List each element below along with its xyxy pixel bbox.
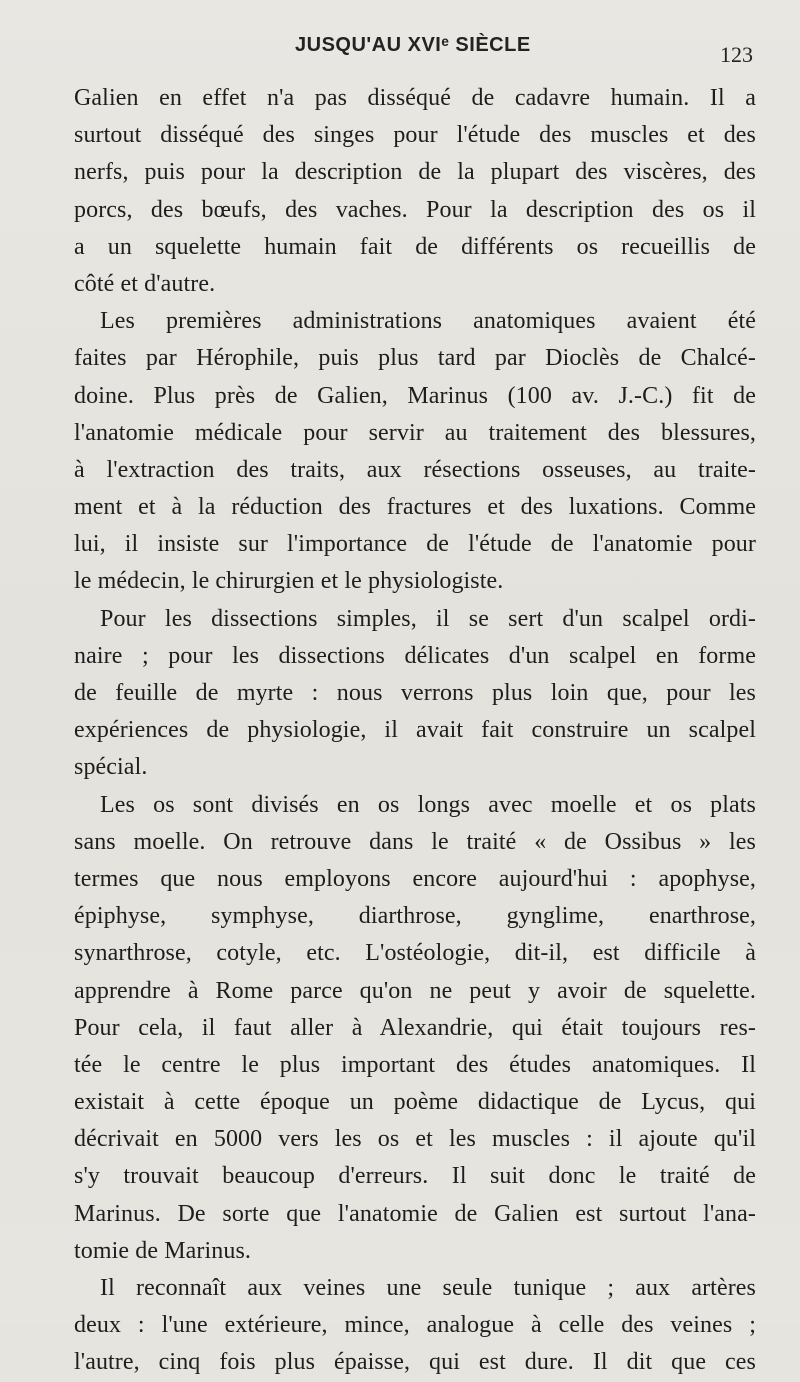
- body-text: [74, 80, 756, 1382]
- text-line: Marinus. De sorte que l'anatomie de Galien est surtout l'ana-: [74, 1200, 756, 1227]
- text-line: faites par Hérophile, puis plus tard par Dioclès de Chalcé-: [74, 345, 756, 372]
- text-line: sans moelle. On retrouve dans le traité « de Ossibus » les: [74, 828, 756, 855]
- text-line: spécial.: [74, 754, 148, 781]
- page-number: 123: [720, 42, 753, 67]
- text-line: Il reconnaît aux veines une seule tunique ; aux artères: [100, 1275, 756, 1301]
- text-line: l'anatomie médicale pour servir au traitement des blessures,: [74, 419, 756, 446]
- text-line: apprendre à Rome parce qu'on ne peut y avoir de squelette.: [74, 977, 756, 1004]
- text-line: l'autre, cinq fois plus épaisse, qui est dure. Il dit que ces: [74, 1349, 756, 1376]
- text-line: naire ; pour les dissections délicates d'un scalpel en forme: [74, 642, 756, 669]
- text-line: le médecin, le chirurgien et le physiologiste.: [74, 568, 504, 595]
- text-line: lui, il insiste sur l'importance de l'étude de l'anatomie pour: [74, 531, 756, 558]
- text-line: Pour les dissections simples, il se sert d'un scalpel ordi-: [100, 605, 756, 632]
- text-line: Pour cela, il faut aller à Alexandrie, qui était toujours res-: [74, 1014, 756, 1041]
- text-line: Les premières administrations anatomiques avaient été: [100, 308, 756, 335]
- text-line: s'y trouvait beaucoup d'erreurs. Il suit donc le traité de: [74, 1163, 756, 1190]
- text-line: expériences de physiologie, il avait fait construire un scalpel: [74, 717, 756, 744]
- text-line: tomie de Marinus.: [74, 1237, 252, 1264]
- text-line: de feuille de myrte : nous verrons plus loin que, pour les: [74, 680, 756, 706]
- text-line: termes que nous employons encore aujourd'hui : apophyse,: [74, 865, 756, 892]
- text-line: surtout disséqué des singes pour l'étude des muscles et des: [74, 122, 756, 149]
- text-line: tée le centre le plus important des études anatomiques. Il: [74, 1051, 756, 1078]
- text-line: existait à cette époque un poème didactique de Lycus, qui: [74, 1089, 756, 1116]
- running-title: JUSQU'AU XVIᵉ SIÈCLE: [295, 34, 531, 56]
- text-line: décrivait en 5000 vers les os et les muscles : il ajoute qu'il: [74, 1126, 756, 1153]
- text-line: côté et d'autre.: [74, 270, 216, 297]
- text-line: à l'extraction des traits, aux résections osseuses, au traite-: [74, 456, 756, 483]
- text-line: nerfs, puis pour la description de la plupart des viscères, des: [74, 159, 756, 186]
- running-head: [0, 30, 800, 66]
- text-line: ment et à la réduction des fractures et des luxations. Comme: [74, 494, 756, 521]
- text-line: Galien en effet n'a pas disséqué de cadavre humain. Il a: [74, 85, 756, 111]
- text-line: doine. Plus près de Galien, Marinus (100 av. J.-C.) fit de: [74, 382, 756, 409]
- text-line: a un squelette humain fait de différents os recueillis de: [74, 233, 756, 260]
- text-line: deux : l'une extérieure, mince, analogue à celle des veines ;: [74, 1312, 756, 1339]
- text-line: synarthrose, cotyle, etc. L'ostéologie, dit-il, est difficile à: [74, 940, 756, 967]
- text-line: porcs, des bœufs, des vaches. Pour la description des os il: [74, 196, 756, 223]
- text-line: Les os sont divisés en os longs avec moelle et os plats: [100, 791, 756, 818]
- text-line: épiphyse, symphyse, diarthrose, gynglime, enarthrose,: [74, 903, 756, 930]
